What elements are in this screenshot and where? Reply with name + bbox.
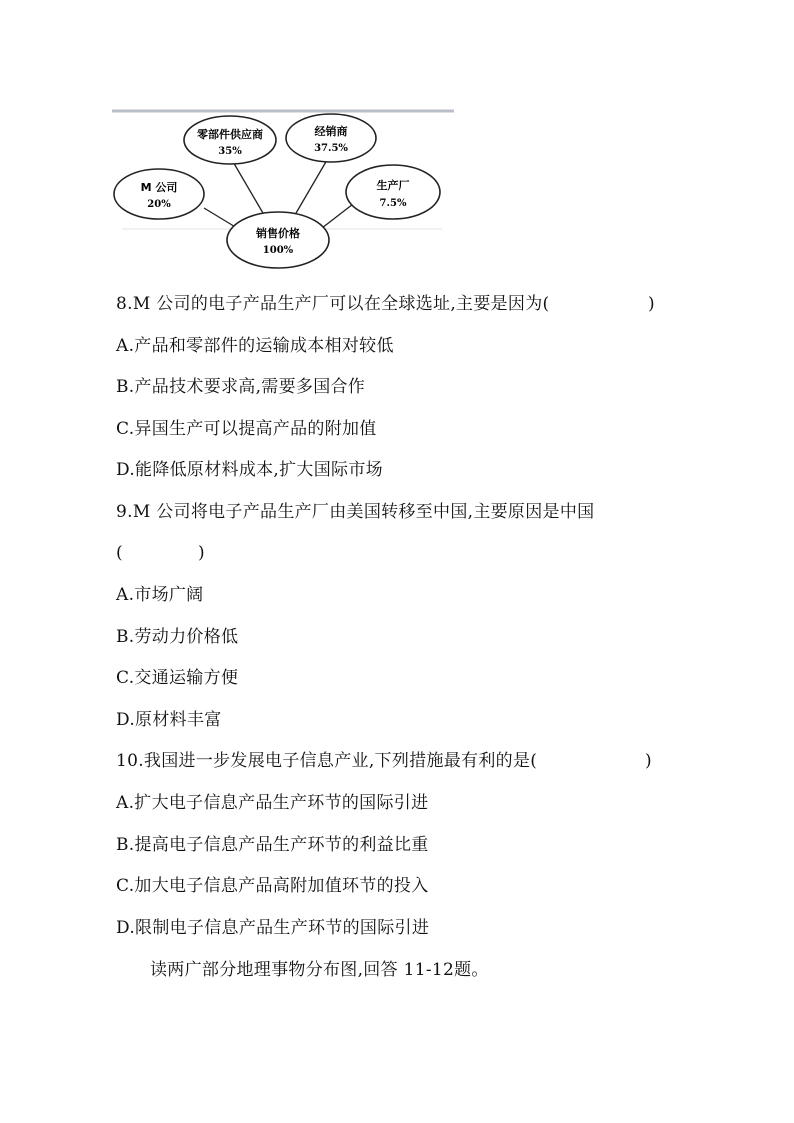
q8-option-c: C.异国生产可以提高产品的附加值 [116,419,377,439]
q9-option-a: A.市场广阔 [116,585,204,605]
node-supplier-name: 零部件供应商 [197,128,263,141]
q9-option-d: D.原材料丰富 [116,710,222,730]
connector-mcompany [204,208,237,228]
q9-open-paren: ( [116,543,123,563]
q8-stem-line [116,293,549,315]
node-supplier [184,116,276,164]
node-factory-value: 7.5% [379,198,407,209]
q10-close-paren: ) [645,751,652,771]
q9-close-paren: ) [198,543,205,563]
q10-option-b: B.提高电子信息产品生产环节的利益比重 [116,835,429,855]
node-m-company-value: 20% [147,199,171,210]
q9-option-c: C.交通运输方便 [116,668,239,688]
node-dealer-name: 经销商 [314,125,348,138]
q8-option-a: A.产品和零部件的运输成本相对较低 [116,336,394,356]
q9-stem: 9.M 公司将电子产品生产厂由美国转移至中国,主要原因是中国 [116,502,595,522]
q10-option-c: C.加大电子信息产品高附加值环节的投入 [116,876,429,896]
q8-option-b: B.产品技术要求高,需要多国合作 [116,377,366,397]
q10-option-d: D.限制电子信息产品生产环节的国际引进 [116,918,430,938]
price-breakdown-diagram [112,108,457,278]
connector-dealer [292,160,327,220]
node-m-company-name: M 公司 [140,181,178,194]
q8-option-d: D.能降低原材料成本,扩大国际市场 [116,460,383,480]
node-factory [346,165,440,219]
q10-stem: 10.我国进一步发展电子信息产业,下列措施最有利的是( [116,751,538,771]
node-sales-price [227,212,329,268]
q9-option-b: B.劳动力价格低 [116,627,239,647]
node-m-company [114,169,204,219]
q8-stem: 8.M 公司的电子产品生产厂可以在全球选址,主要是因为( [116,294,550,314]
q8-close-paren: ) [648,294,655,314]
connector-supplier [232,160,267,220]
q10-option-a: A.扩大电子信息产品生产环节的国际引进 [116,793,429,813]
section-instruction: 读两广部分地理事物分布图,回答 11-12题。 [150,960,489,980]
node-dealer [286,114,376,162]
node-sales-price-name: 销售价格 [256,227,300,240]
diagram-svg [112,108,457,278]
node-factory-name: 生产厂 [376,179,410,192]
node-dealer-value: 37.5% [314,143,348,154]
node-sales-price-value: 100% [262,245,294,256]
node-supplier-value: 35% [218,146,242,157]
